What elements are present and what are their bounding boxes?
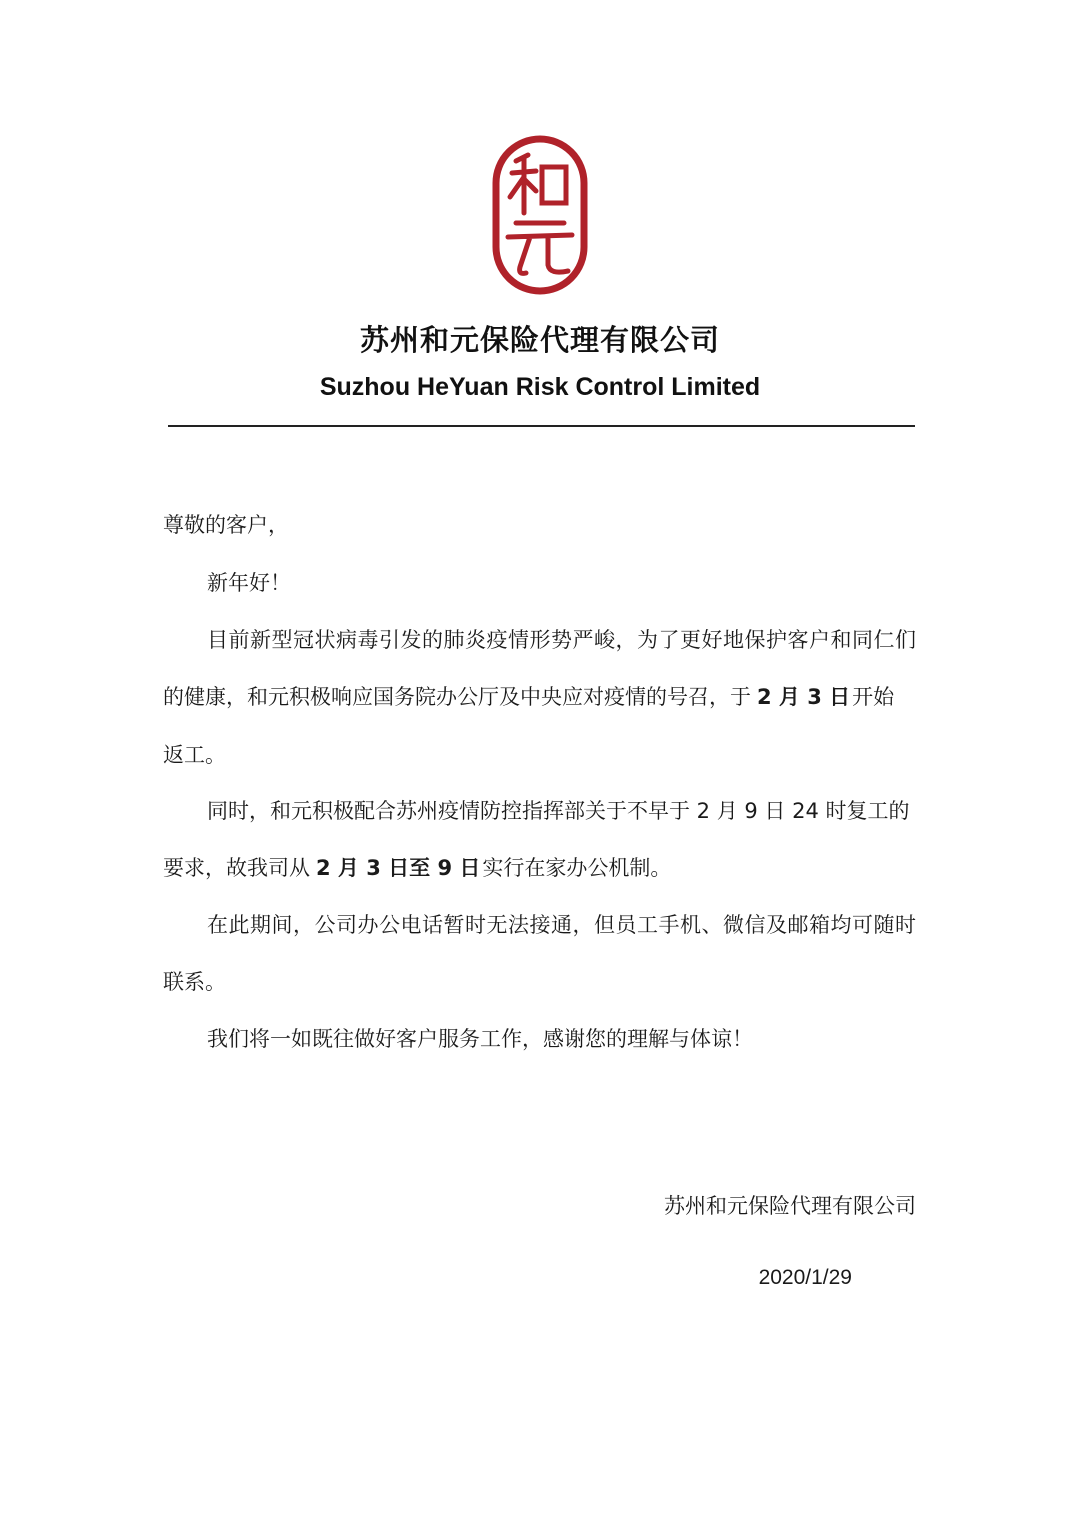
remote-work-period-highlight: 2 月 3 日至 9 日: [316, 856, 481, 880]
paragraph-4: 我们将一如既往做好客户服务工作，感谢您的理解与体谅！: [207, 1027, 753, 1051]
company-name-english: Suzhou HeYuan Risk Control Limited: [319, 373, 761, 401]
return-date-highlight: 2 月 3 日: [757, 685, 851, 709]
company-name-chinese: 苏州和元保险代理有限公司: [359, 323, 720, 357]
signature-company: 苏州和元保险代理有限公司: [664, 1194, 916, 1218]
paragraph-2-line-1: 同时，和元积极配合苏州疫情防控指挥部关于不早于 2 月 9 日 24 时复工的: [207, 799, 910, 823]
paragraph-2-line-2-text: 要求，故我司从: [163, 856, 310, 880]
paragraph-1-line-2-text: 的健康，和元积极响应国务院办公厅及中央应对疫情的号召，于: [163, 685, 751, 709]
letter-date: 2020/1/29: [758, 1266, 852, 1289]
paragraph-1-line-3: 返工。: [163, 743, 226, 767]
greeting: 新年好！: [207, 571, 291, 595]
company-seal-logo: [490, 135, 590, 295]
paragraph-1-line-1: 目前新型冠状病毒引发的肺炎疫情形势严峻，为了更好地保护客户和同仁们: [207, 628, 916, 652]
paragraph-2-line-2-end: 实行在家办公机制。: [482, 856, 672, 880]
paragraph-3-line-2: 联系。: [163, 970, 226, 994]
paragraph-2-line-2: [163, 858, 671, 879]
paragraph-3-line-1: 在此期间，公司办公电话暂时无法接通，但员工手机、微信及邮箱均可随时: [207, 913, 916, 937]
header-divider: [168, 425, 915, 427]
salutation: 尊敬的客户，: [163, 513, 289, 537]
paragraph-1-line-2-end: 开始: [852, 685, 895, 709]
paragraph-1-line-2: [163, 687, 894, 708]
